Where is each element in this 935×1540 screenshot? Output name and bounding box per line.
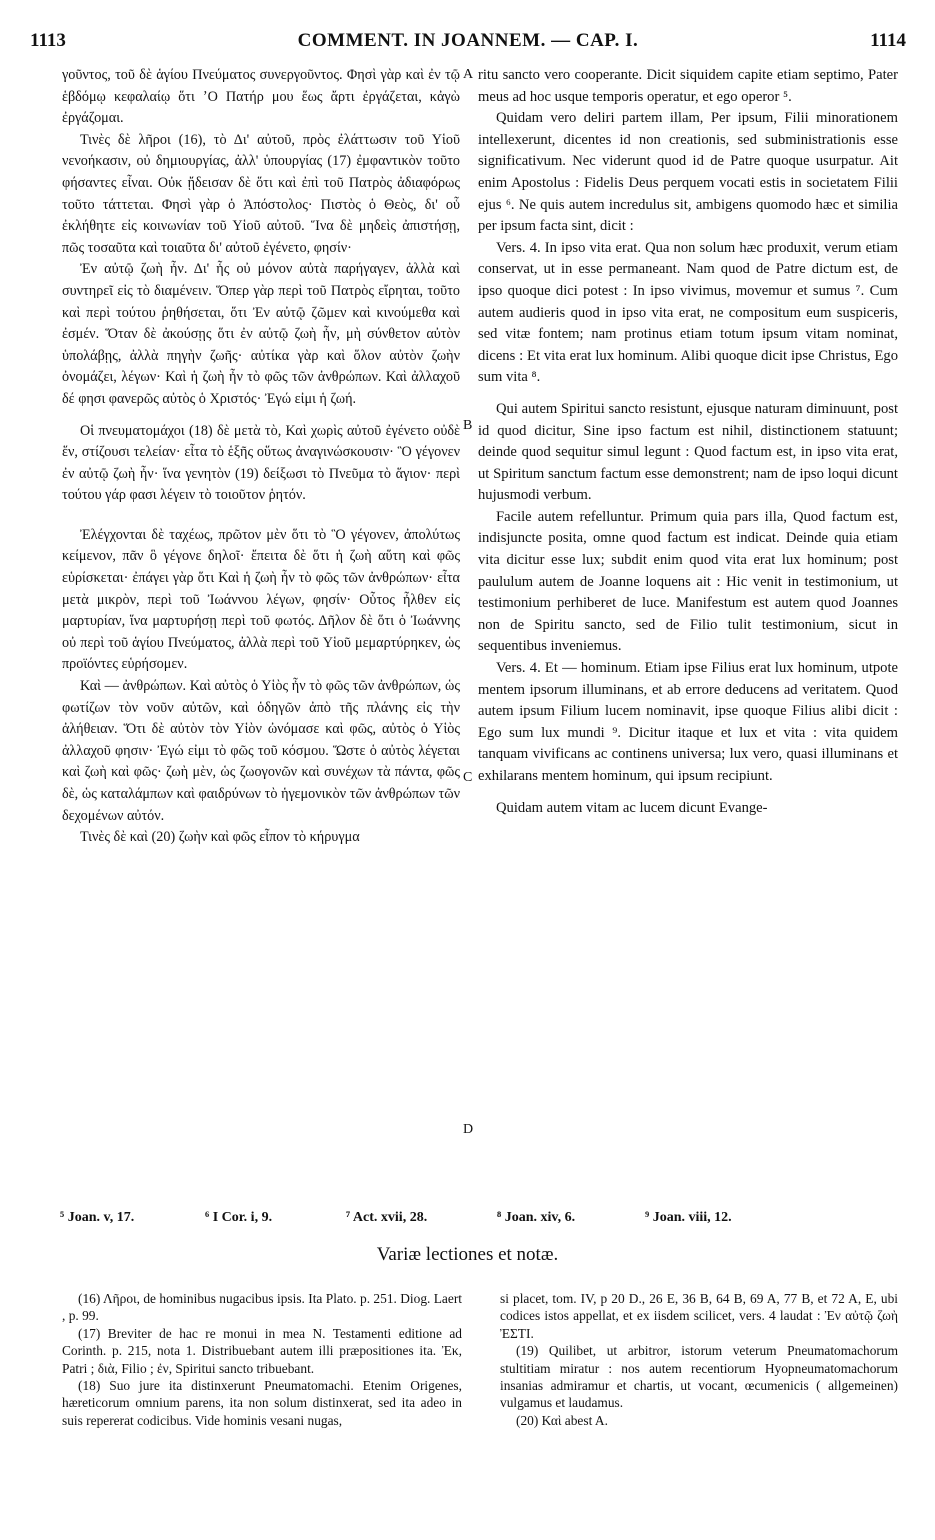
margin-letter-d: D (463, 1122, 474, 1137)
latin-column (478, 65, 898, 1201)
greek-paragraph: Καὶ — ἀνθρώπων. Καὶ αὐτὸς ὁ Υἱὸς ἦν τὸ φῶς τῶν ἀνθρώπων, ὡς φωτίζων τὸν νοῦν αὐτῶν, καὶ ὁδηγῶν ἀπὸ τῆς πλάνης εἰς τὴν ἀλήθειαν. Ὅτι δὲ αὐτὸν τὸν Υἱὸν ὠνόμασε καὶ φῶς, αὐτὸς ὁ Υἱὸς ἀλλαχοῦ φησιν· Ἐγώ εἰμι τὸ φῶς τοῦ κόσμου. Ὥστε ὁ αὐτὸς λέγεται καὶ ζωὴ καὶ φῶς· ζωὴ μὲν, ὡς ζωογονῶν καὶ συνέχων τὰ πάντα, φῶς δὲ, ὡς καταλάμπων καὶ φαιδρύνων τὸ ἡγεμονικὸν τῶν ἀνθρώπων τῶν δεχομένων αὐτόν. (62, 678, 460, 824)
greek-paragraph: Οἱ πνευματομάχοι (18) δὲ μετὰ τὸ, Καὶ χωρὶς αὐτοῦ ἐγένετο οὐδὲ ἕν, στίζουσι τελείαν· εἶτα τὸ ἑξῆς οὕτως ἀναγινώσκουσιν· Ὃ γέγονεν ἐν αὐτῷ ζωὴ ἦν· ἵνα γενητὸν (19) δείξωσι τὸ Πνεῦμα τὸ ἅγιον· περὶ τούτου γάρ φασι λέγειν τὸ τοιοῦτον ῥητόν. (62, 422, 460, 504)
latin-paragraph: Quidam autem vitam ac lucem dicunt Evange- (496, 799, 768, 816)
greek-paragraph: Ἐν αὐτῷ ζωὴ ἦν. Δι' ἧς οὐ μόνον αὐτὰ παρήγαγεν, ἀλλὰ καὶ συντηρεῖ εἰς τὸ διαμένειν. Ὅπερ γὰρ περὶ τοῦ Πατρὸς εἴρηται, τοῦτο καὶ περὶ τούτου ῥηθήσεται, ὅτι Ἐν αὐτῷ ζῶμεν καὶ κινούμεθα καὶ ἐσμέν. Ὅταν δὲ ἀκούσῃς ὅτι ἐν αὐτῷ ζωὴ ἦν, μὴ σύνθετον αὐτὸν ὑπολάβῃς, ἀλλὰ πηγὴν ζωῆς· αὐτίκα γὰρ καὶ ὅλον αὐτὸν ζωὴν ὀνομάζει, λέγων· Καὶ ἡ ζωὴ ἦν τὸ φῶς τῶν ἀνθρώπων. Καὶ ἀλλαχοῦ δέ φησι φανερῶς αὐτὸς ὁ Χριστός· Ἐγώ εἰμι ἡ ζωή. (62, 261, 460, 407)
scripture-reference: ⁵ Joan. v, 17. (60, 1210, 135, 1225)
latin-paragraph: ritu sancto vero cooperante. Dicit siquidem capite etiam septimo, Pater meus ad hoc usque temporis operatur, et ego operor ⁵. (478, 67, 898, 105)
note-paragraph: (19) Quilibet, ut arbitror, istorum veterum Pneumatomachorum stultitiam miratur : nos autem recentiorum Hyopneumatomachorum insanias admiramur et chartis, ut vocant, œcumenicis ( allgemeinen) vulgamus et laudamus. (500, 1343, 898, 1411)
greek-paragraph: Τινὲς δὲ καὶ (20) ζωὴν καὶ φῶς εἶπον τὸ κήρυγμα (80, 829, 360, 846)
margin-letter-b: B (463, 418, 473, 433)
page-number-left: 1113 (30, 30, 66, 51)
margin-letter-a: A (463, 67, 474, 82)
latin-paragraph: Vers. 4. Et — hominum. Etiam ipse Filius erat lux hominum, utpote mentem ipsorum illuminans, et ab errore deducens ad veritatem. Quod autem ipsum Filium lucem nominavit, ipse quoque Filius alibi dicit : Ego sum lux mundi ⁹. Dicitur itaque et lux et vita : vita quidem tanquam vivificans ac continens universa; lux vero, quasi illuminans et exhilarans mentem hominum, qui ipsum recipiunt. (478, 660, 898, 784)
variae-lectiones-heading: Variæ lectiones et notæ. (376, 1244, 559, 1265)
scripture-reference: ⁹ Joan. viii, 12. (645, 1210, 732, 1225)
scripture-reference: ⁶ I Cor. i, 9. (205, 1210, 273, 1225)
running-header (30, 30, 906, 60)
running-title: COMMENT. IN JOANNEM. — CAP. I. (297, 30, 639, 51)
page-number-right: 1114 (870, 30, 906, 51)
greek-column (62, 65, 460, 1201)
greek-paragraph: Τινὲς δὲ λῆροι (16), τὸ Δι' αὐτοῦ, πρὸς ἐλάττωσιν τοῦ Υἱοῦ νενοήκασιν, οὐ δημιουργίας, ἀλλ' ὑπουργίας (17) ἐμφαντικὸν τοῦτο φήσαντες εἶναι. Οὐκ ᾔδεισαν δὲ ὅτι καὶ ἐπὶ τοῦ Πατρὸς ἀδιαφόρως τοῦτο τάττεται. Φησὶ γὰρ ὁ Ἀπόστολος· Πιστὸς ὁ Θεὸς, δι' οὗ ἐκλήθητε εἰς κοινωνίαν τοῦ Υἱοῦ αὐτοῦ. Ἵνα δὲ μηδεὶς ἀπιστήσῃ, πῶς τοσαῦτα καὶ τοιαῦτα δι' αὐτοῦ ἐγένετο, φησίν· (62, 131, 460, 256)
note-paragraph: (16) Λῆροι, de hominibus nugacibus ipsis. Ita Plato. p. 251. Diog. Laert , p. 99. (62, 1291, 462, 1324)
latin-paragraph: Qui autem Spiritui sancto resistunt, ejusque naturam diminuunt, post id quod dicitur, Sine ipso factum est nihil, distinctionem statuunt; deinde quod sequitur simul legunt : Quod factum est, in ipso vita erat, ut Spiritum sanctum factum esse demonstrent; nam de ipso loqui dicunt hujusmodi verbum. (478, 400, 898, 504)
greek-paragraph: Ἐλέγχονται δὲ ταχέως, πρῶτον μὲν ὅτι τὸ Ὃ γέγονεν, ἀπολύτως κείμενον, πᾶν ὃ γέγονε δηλοῖ· ἔπειτα δὲ ὅτι ἡ ζωὴ αὕτη καὶ φῶς εὑρίσκεται· ἐπάγει γὰρ ὅτι Καὶ ἡ ζωὴ ἦν τὸ φῶς τῶν ἀνθρώπων· εἶτα μετὰ μικρὸν, περὶ τοῦ Ἰωάννου λέγων, φησίν· Οὗτος ἦλθεν εἰς μαρτυρίαν, ἵνα μαρτυρήσῃ περὶ τοῦ φωτός. Δῆλον δὲ ὅτι ὁ Ἰωάννης οὐ περὶ τοῦ ἁγίου Πνεύματος, ἀλλὰ περὶ τοῦ Υἱοῦ μεμαρτύρηκεν, ὡς προϊόντες εὑρήσομεν. (62, 526, 460, 673)
notes-right-column (500, 1290, 898, 1500)
scripture-references (60, 1210, 890, 1234)
note-paragraph: (18) Suo jure ita distinxerunt Pneumatomachi. Etenim Origenes, hæreticorum omnium parens, ita non solum distinxerat, sed ita adeo in suis repererat codicibus. Vide hominis vesani nugas, (62, 1378, 462, 1428)
note-paragraph: (20) Καὶ abest A. (516, 1412, 608, 1428)
note-paragraph: si placet, tom. IV, p 20 D., 26 E, 36 B, 64 B, 69 A, 77 B, et 72 A, E, ubi codices istos appellat, et ex iisdem scilicet, vers. 4 laudat : Ἐν αὐτῷ ζωὴ ἘΣΤΙ. (500, 1291, 898, 1341)
scripture-reference: ⁸ Joan. xiv, 6. (497, 1210, 576, 1225)
notes-left-column (62, 1290, 462, 1500)
margin-letter-c: C (463, 770, 473, 785)
note-paragraph: (17) Breviter de hac re monui in mea N. Testamenti editione ad Corinth. p. 215, nota 1. Distribuebant autem illi præpositiones ita. Ἐκ, Patri ; διὰ, Filio ; ἐν, Spiritui sancto tribuebant. (62, 1325, 462, 1376)
greek-paragraph: γοῦντος, τοῦ δὲ ἁγίου Πνεύματος συνεργοῦντος. Φησὶ γὰρ καὶ ἐν τῷ ἑβδόμῳ κεφαλαίῳ ὅτι ʼΟ Πατήρ μου ἕως ἄρτι ἐργάζεται, κἀγὼ ἐργάζομαι. (62, 67, 460, 127)
latin-paragraph: Vers. 4. In ipso vita erat. Qua non solum hæc produxit, verum etiam conservat, ut in esse permaneant. Nam quod de Patre dictum est, de ipso quoque dici potest : In ipso vivimus, movemur et sumus ⁷. Cum autem audieris quod in ipso vita erat, ne compositum eum suspiceris, sed vitæ fontem; nam protinus etiam totum ipsum vitam nominat, dicens : Et vita erat lux hominum. Alibi quoque dicit ipse Christus, Ego sum vita ⁸. (478, 239, 898, 386)
latin-paragraph: Quidam vero deliri partem illam, Per ipsum, Filii minorationem intellexerunt, dicentes id non creationis, sed subministrationis esse significativum. Nec viderunt quod id de Patre quoque usurpatur. Ait enim Apostolus : Fidelis Deus perquem vocati estis in societatem Filii ejus ⁶. Ne quis autem incredulus sit, ambigens quomodo hæc et similia per ipsum facta sint, dicit : (478, 110, 898, 235)
latin-paragraph: Facile autem refelluntur. Primum quia pars illa, Quod factum est, indisjuncte posita, omne quod factum est indicat. Deinde quia etiam vita dicitur esse lux; subdit enim quod vita erat lux hominum; post paululum autem de Joanne loquens ait : Hic venit in testimonium, ut testimonium perhiberet de luce. Manifestum est autem quod Joannes non de Spiritu sancto, sed de Filio tulit testimonium, sicut in sequentibus inveniemus. (478, 508, 898, 655)
scripture-reference: ⁷ Act. xvii, 28. (346, 1210, 428, 1225)
